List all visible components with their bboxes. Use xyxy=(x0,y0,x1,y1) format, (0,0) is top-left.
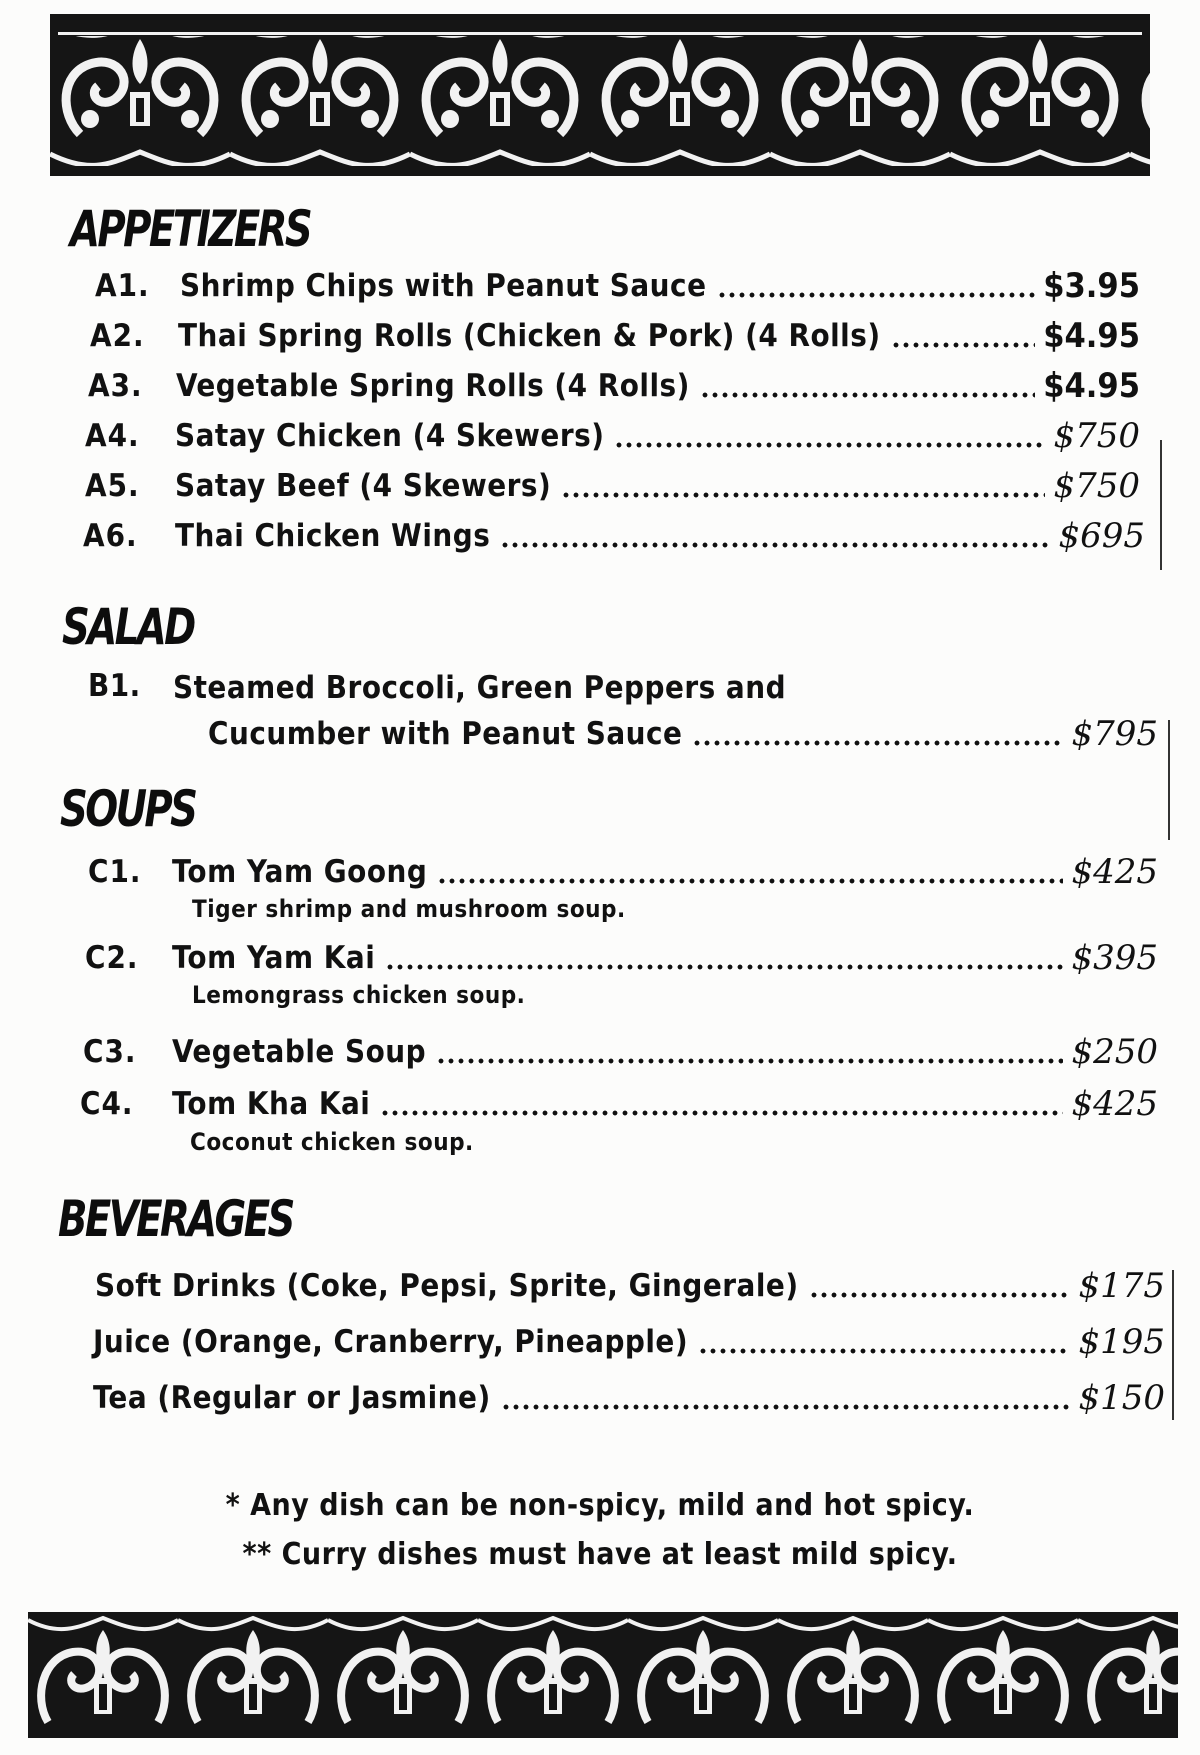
item-code: C1. xyxy=(88,854,142,890)
margin-mark xyxy=(1168,720,1170,840)
item-price: $250 xyxy=(1071,1032,1158,1072)
item-price: $4.95 xyxy=(1043,316,1140,356)
item-name: Thai Spring Rolls (Chicken & Pork) (4 Rolls) xyxy=(178,318,881,354)
item-description: Coconut chicken soup. xyxy=(190,1128,474,1156)
item-code: A5. xyxy=(85,468,140,504)
menu-item xyxy=(93,1318,1165,1364)
item-name: Tea (Regular or Jasmine) xyxy=(93,1380,491,1416)
item-code: A1. xyxy=(95,268,150,304)
item-name: Juice (Orange, Cranberry, Pineapple) xyxy=(93,1324,689,1360)
dot-leader xyxy=(380,1110,1063,1116)
item-price: $395 xyxy=(1071,938,1158,978)
item-name: Satay Chicken (4 Skewers) xyxy=(175,418,605,454)
item-price: $795 xyxy=(1071,714,1158,754)
menu-item xyxy=(95,1262,1165,1308)
item-code: A3. xyxy=(88,368,143,404)
margin-mark xyxy=(1160,440,1162,570)
dot-leader xyxy=(500,542,1050,548)
menu-item xyxy=(95,262,1140,308)
dot-leader xyxy=(717,292,1036,298)
item-name-line2: Cucumber with Peanut Sauce xyxy=(208,716,683,752)
dot-leader xyxy=(561,492,1045,498)
salad-heading: SALAD xyxy=(62,598,194,656)
soups-heading: SOUPS xyxy=(60,780,196,838)
item-name: Thai Chicken Wings xyxy=(175,518,491,554)
item-price: $150 xyxy=(1078,1378,1165,1418)
item-name-line1: Steamed Broccoli, Green Peppers and xyxy=(173,670,787,706)
item-code: B1. xyxy=(88,668,141,704)
item-price: $750 xyxy=(1053,416,1140,456)
item-price: $425 xyxy=(1071,1084,1158,1124)
item-code: C4. xyxy=(80,1086,134,1122)
item-description: Lemongrass chicken soup. xyxy=(192,981,526,1009)
item-code: A4. xyxy=(85,418,140,454)
item-code: C2. xyxy=(85,940,139,976)
dot-leader xyxy=(809,1292,1071,1298)
item-name: Vegetable Soup xyxy=(172,1034,427,1070)
item-price: $695 xyxy=(1058,516,1145,556)
menu-item xyxy=(90,312,1140,358)
beverages-heading: BEVERAGES xyxy=(58,1190,293,1248)
dot-leader xyxy=(437,878,1063,884)
dot-leader xyxy=(891,342,1036,348)
item-price: $3.95 xyxy=(1043,266,1140,306)
item-name: Tom Yam Goong xyxy=(172,854,428,890)
dot-leader xyxy=(501,1404,1071,1410)
menu-item xyxy=(93,1374,1165,1420)
item-price: $750 xyxy=(1053,466,1140,506)
dot-leader xyxy=(698,1348,1070,1354)
item-price: $195 xyxy=(1078,1322,1165,1362)
item-name: Tom Yam Kai xyxy=(172,940,376,976)
ornamental-border-top-icon xyxy=(50,14,1150,176)
item-name: Tom Kha Kai xyxy=(172,1086,371,1122)
item-name: Soft Drinks (Coke, Pepsi, Sprite, Gingerale) xyxy=(95,1268,799,1304)
appetizers-heading: APPETIZERS xyxy=(70,200,311,258)
dot-leader xyxy=(436,1058,1063,1064)
item-code: A6. xyxy=(83,518,138,554)
item-code: C3. xyxy=(83,1034,137,1070)
item-name: Shrimp Chips with Peanut Sauce xyxy=(180,268,707,304)
menu-item xyxy=(85,412,1140,458)
item-price: $4.95 xyxy=(1043,366,1140,406)
menu-item xyxy=(83,512,1145,558)
dot-leader xyxy=(385,964,1063,970)
curry-note: ** Curry dishes must have at least mild spicy. xyxy=(242,1537,958,1572)
item-price: $425 xyxy=(1071,852,1158,892)
menu-item xyxy=(88,362,1140,408)
menu-item xyxy=(83,1028,1158,1074)
item-price: $175 xyxy=(1078,1266,1165,1306)
dot-leader xyxy=(692,740,1063,746)
menu-item xyxy=(85,462,1140,508)
ornamental-border-bottom-icon xyxy=(28,1612,1178,1738)
menu-item xyxy=(80,1080,1158,1126)
menu-item xyxy=(88,848,1158,894)
item-name: Satay Beef (4 Skewers) xyxy=(175,468,552,504)
item-code: A2. xyxy=(90,318,145,354)
menu-item xyxy=(208,710,1158,756)
item-name: Vegetable Spring Rolls (4 Rolls) xyxy=(176,368,690,404)
spice-note: * Any dish can be non-spicy, mild and hot spicy. xyxy=(225,1488,975,1523)
margin-mark xyxy=(1172,1270,1174,1420)
menu-item xyxy=(85,934,1158,980)
dot-leader xyxy=(614,442,1045,448)
dot-leader xyxy=(700,392,1035,398)
item-description: Tiger shrimp and mushroom soup. xyxy=(192,895,626,923)
